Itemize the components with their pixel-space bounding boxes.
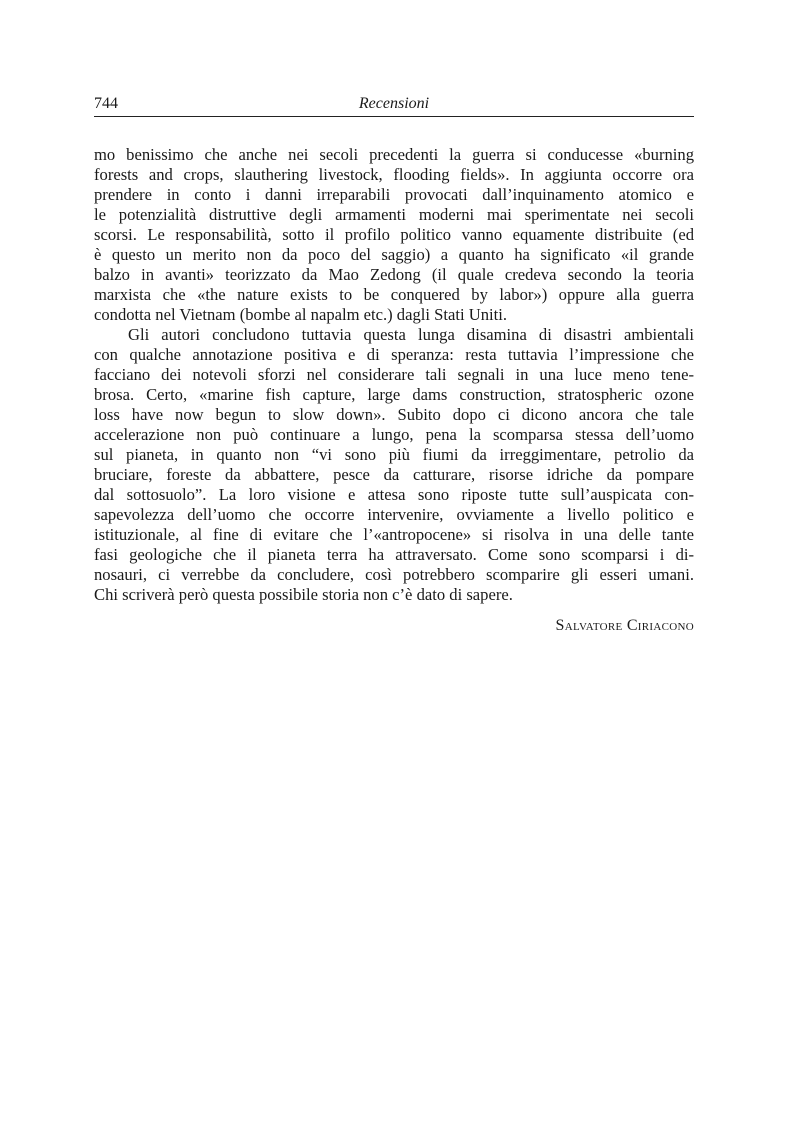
text-line: facciano dei notevoli sforzi nel considerare tali segnali in una luce meno tene- bbox=[94, 365, 694, 384]
text-line: condotta nel Vietnam (bombe al napalm etc.) dagli Stati Uniti. bbox=[94, 305, 507, 324]
text-line: sul pianeta, in quanto non “vi sono più fiumi da irreggimentare, petrolio da bbox=[94, 445, 694, 464]
text-line: marxista che «the nature exists to be conquered by labor») oppure alla guerra bbox=[94, 285, 694, 304]
section-title: Recensioni bbox=[358, 95, 430, 112]
text-line: Chi scriverà però questa possibile storia non c’è dato di sapere. bbox=[94, 585, 513, 604]
text-line: nosauri, ci verrebbe da concludere, così potrebbero scomparire gli esseri umani. bbox=[94, 565, 694, 584]
body-text bbox=[94, 145, 694, 605]
running-head bbox=[94, 92, 694, 117]
page-number: 744 bbox=[94, 95, 118, 112]
text-line: fasi geologiche che il pianeta terra ha attraversato. Come sono scomparsi i di- bbox=[94, 545, 694, 564]
text-line: scorsi. Le responsabilità, sotto il profilo politico vanno equamente distribuite (ed bbox=[94, 225, 694, 244]
text-line: sapevolezza dell’uomo che occorre intervenire, ovviamente a livello politico e bbox=[94, 505, 694, 524]
text-line: loss have now begun to slow down». Subito dopo ci dicono ancora che tale bbox=[94, 405, 694, 424]
text-line: le potenzialità distruttive degli armamenti moderni mai sperimentate nei secoli bbox=[94, 205, 694, 224]
page bbox=[94, 92, 694, 635]
text-line: istituzionale, al fine di evitare che l’«antropocene» si risolva in una delle tante bbox=[94, 525, 694, 544]
text-line: bruciare, foreste da abbattere, pesce da catturare, risorse idriche da pompare bbox=[94, 465, 694, 484]
text-line: è questo un merito non da poco del saggio) a quanto ha significato «il grande bbox=[94, 245, 694, 264]
text-line: con qualche annotazione positiva e di speranza: resta tuttavia l’impressione che bbox=[94, 345, 694, 364]
text-line: brosa. Certo, «marine fish capture, large dams construction, stratospheric ozone bbox=[94, 385, 694, 404]
text-line: forests and crops, slauthering livestock, flooding fields». In aggiunta occorre ora bbox=[94, 165, 694, 184]
paragraph bbox=[94, 325, 694, 605]
author-signature: Salvatore Ciriacono bbox=[555, 617, 694, 634]
text-line: Gli autori concludono tuttavia questa lunga disamina di disastri ambientali bbox=[128, 325, 694, 344]
text-line: mo benissimo che anche nei secoli precedenti la guerra si conducesse «burning bbox=[94, 145, 694, 164]
paragraph bbox=[94, 145, 694, 325]
text-line: accelerazione non può continuare a lungo, pena la scomparsa stessa dell’uomo bbox=[94, 425, 694, 444]
text-line: dal sottosuolo”. La loro visione e attesa sono riposte tutte sull’auspicata con- bbox=[94, 485, 694, 504]
text-line: balzo in avanti» teorizzato da Mao Zedong (il quale credeva secondo la teoria bbox=[94, 265, 694, 284]
text-line: prendere in conto i danni irreparabili provocati dall’inquinamento atomico e bbox=[94, 185, 694, 204]
